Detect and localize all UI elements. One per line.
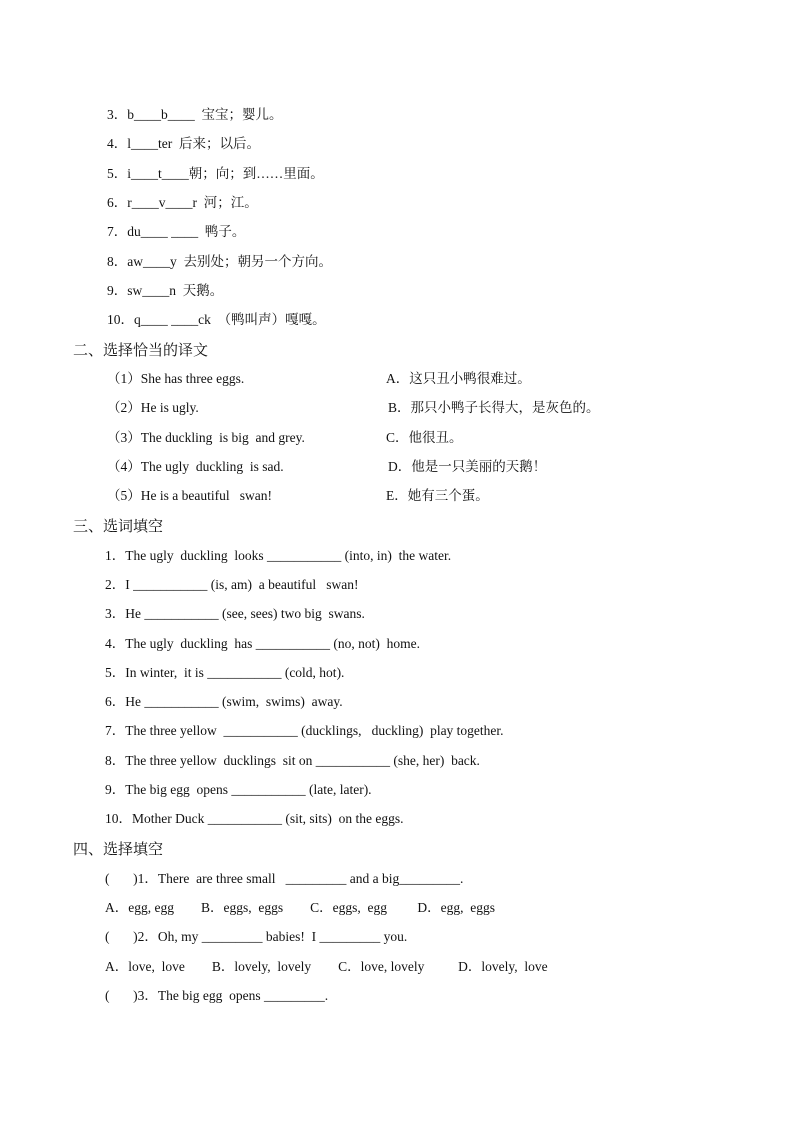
vocab-item-5: 5．i____t____朝；向；到……里面。 [107, 166, 324, 181]
vocab-item-10: 10．q____ ____ck （鸭叫声）嘎嘎。 [107, 312, 326, 327]
translation-d: D．他是一只美丽的天鹅！ [388, 459, 547, 474]
fill-item-4: 4．The ugly duckling has ___________ (no, not) home. [105, 636, 420, 651]
sentence-2: （2）He is ugly. [107, 400, 199, 415]
fill-item-2: 2．I ___________ (is, am) a beautiful swan! [105, 577, 359, 592]
sentence-1: （1）She has three eggs. [107, 371, 245, 386]
translation-b: B．那只小鸭子长得大，是灰色的。 [388, 400, 600, 415]
section-heading-3: 三、选词填空 [73, 517, 164, 535]
translation-a: A．这只丑小鸭很难过。 [386, 371, 531, 386]
vocab-item-4: 4．l____ter 后来；以后。 [107, 136, 260, 151]
vocab-item-9: 9．sw____n 天鹅。 [107, 283, 224, 298]
fill-item-6: 6．He ___________ (swim, swims) away. [105, 694, 343, 709]
sentence-3: （3）The duckling is big and grey. [107, 430, 305, 445]
fill-item-3: 3．He ___________ (see, sees) two big swans. [105, 606, 365, 621]
section-heading-2: 二、选择恰当的译文 [73, 341, 209, 359]
choice-question-2: ( )2．Oh, my _________ babies! I _________ you. [105, 929, 408, 944]
vocab-item-3: 3．b____b____ 宝宝；婴儿。 [107, 107, 283, 122]
vocab-item-8: 8．aw____y 去别处；朝另一个方向。 [107, 254, 332, 269]
translation-e: E．她有三个蛋。 [386, 488, 489, 503]
vocab-item-7: 7．du____ ____ 鸭子。 [107, 224, 246, 239]
vocab-item-6: 6．r____v____r 河；江。 [107, 195, 258, 210]
sentence-4: （4）The ugly duckling is sad. [107, 459, 284, 474]
choice-question-1: ( )1．There are three small _________ and a big_________. [105, 871, 464, 886]
fill-item-1: 1．The ugly duckling looks ___________ (into, in) the water. [105, 548, 452, 563]
choice-question-3: ( )3．The big egg opens _________. [105, 988, 329, 1003]
translation-c: C．他很丑。 [386, 430, 463, 445]
fill-item-10: 10．Mother Duck ___________ (sit, sits) on the eggs. [105, 811, 404, 826]
fill-item-9: 9．The big egg opens ___________ (late, later). [105, 782, 372, 797]
section-heading-4: 四、选择填空 [73, 840, 164, 858]
fill-item-5: 5．In winter, it is ___________ (cold, hot). [105, 665, 345, 680]
choice-options-1: A．egg, egg B．eggs, eggs C．eggs, egg D．egg, eggs [105, 900, 495, 915]
sentence-5: （5）He is a beautiful swan! [107, 488, 272, 503]
fill-item-8: 8．The three yellow ducklings sit on ___________ (she, her) back. [105, 753, 480, 768]
choice-options-2: A．love, love B．lovely, lovely C．love, lovely D．lovely, love [105, 959, 548, 974]
fill-item-7: 7．The three yellow ___________ (ducklings, duckling) play together. [105, 723, 504, 738]
